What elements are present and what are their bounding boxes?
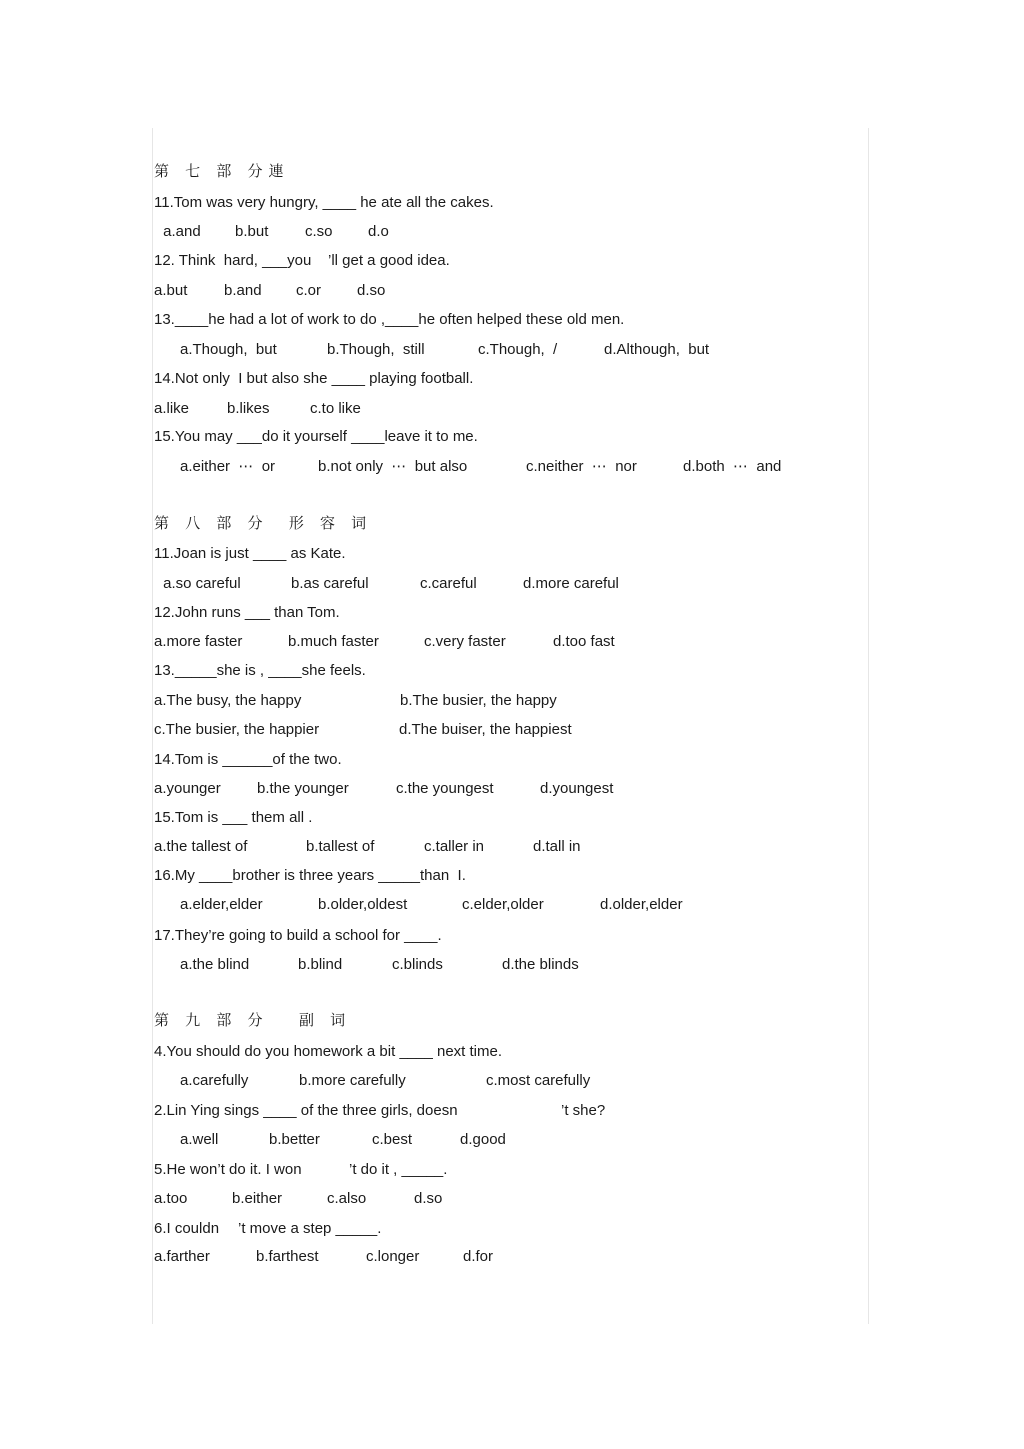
option: b.likes (227, 400, 270, 417)
option: c.best (372, 1131, 413, 1148)
option: c.to like (310, 400, 361, 417)
option: c.or (296, 282, 322, 299)
option: b.Though, still (327, 341, 425, 358)
option: c.very faster (424, 633, 506, 650)
option: b.as careful (291, 575, 369, 592)
option: b.farthest (256, 1248, 319, 1265)
section-heading: 第 九 部 分 副 词 (154, 1012, 352, 1029)
question-text: 16.My ____brother is three years _____than I. (154, 867, 466, 884)
option: a.either ⋯ or (180, 458, 276, 475)
question-text-tail: ’t move a step _____. (238, 1220, 382, 1237)
option: a.Though, but (180, 341, 277, 358)
option: b.not only ⋯ but also (318, 458, 468, 475)
question-text: 15.Tom is ___ them all . (154, 809, 313, 826)
question-text: 12.John runs ___ than Tom. (154, 604, 340, 621)
section-heading: 第 八 部 分 形 容 词 (154, 515, 373, 532)
question-text: 11.Tom was very hungry, ____ he ate all the cakes. (154, 194, 494, 211)
option: d.tall in (533, 838, 581, 855)
option: a.so careful (159, 575, 241, 592)
option: b.tallest of (306, 838, 375, 855)
option: c.so (305, 223, 333, 240)
option: c.Though, / (478, 341, 558, 358)
option: c.taller in (424, 838, 485, 855)
question-text: 14.Tom is ______of the two. (154, 751, 342, 768)
page-right-rule (868, 128, 869, 1324)
page-left-rule (152, 128, 153, 1324)
question-text: 5.He won’t do it. I won (154, 1161, 302, 1178)
option: d.the blinds (502, 956, 579, 973)
option: b.better (269, 1131, 320, 1148)
option: c.the youngest (396, 780, 494, 797)
option: a.carefully (180, 1072, 249, 1089)
option: a.more faster (154, 633, 243, 650)
option: b.much faster (288, 633, 379, 650)
question-text: 14.Not only I but also she ____ playing football. (154, 370, 474, 387)
question-text: 4.You should do you homework a bit ____ next time. (154, 1043, 503, 1060)
option: d.Although, but (604, 341, 710, 358)
option: d.good (460, 1131, 506, 1148)
question-text: 13.____he had a lot of work to do ,____he often helped these old men. (154, 311, 625, 328)
option: d.so (414, 1190, 443, 1207)
question-text: 11.Joan is just ____ as Kate. (154, 545, 346, 562)
option: c.also (327, 1190, 367, 1207)
option: c.neither ⋯ nor (526, 458, 637, 475)
option: a.too (154, 1190, 188, 1207)
option: b.but (235, 223, 269, 240)
option: a.like (154, 400, 190, 417)
option: b.and (224, 282, 262, 299)
option: c.blinds (392, 956, 443, 973)
option: d.too fast (553, 633, 615, 650)
question-text: 2.Lin Ying sings ____ of the three girls, doesn (154, 1102, 458, 1119)
question-text-tail: ’t do it , _____. (349, 1161, 448, 1178)
option: a.elder,elder (180, 896, 263, 913)
option: a.the blind (180, 956, 250, 973)
option: b.more carefully (299, 1072, 406, 1089)
option: c.The busier, the happier (154, 721, 320, 738)
question-text: 13._____she is , ____she feels. (154, 662, 366, 679)
option: c.most carefully (486, 1072, 591, 1089)
option: d.older,elder (600, 896, 683, 913)
option: a.the tallest of (154, 838, 248, 855)
option: d.more careful (523, 575, 619, 592)
option: b.the younger (257, 780, 349, 797)
option: a.The busy, the happy (154, 692, 302, 709)
option: c.elder,older (462, 896, 544, 913)
option: c.longer (366, 1248, 420, 1265)
question-text: 17.They’re going to build a school for ____. (154, 927, 442, 944)
option: d.The buiser, the happiest (399, 721, 572, 738)
option: c.careful (420, 575, 477, 592)
option: a.and (159, 223, 201, 240)
option: b.either (232, 1190, 283, 1207)
question-text-tail: ’t she? (561, 1102, 606, 1119)
option: d.o (368, 223, 389, 240)
option: d.youngest (540, 780, 614, 797)
question-text: 6.I couldn (154, 1220, 220, 1237)
option: b.The busier, the happy (400, 692, 557, 709)
option: a.but (154, 282, 188, 299)
option: b.blind (298, 956, 343, 973)
option: b.older,oldest (318, 896, 408, 913)
option: a.younger (154, 780, 221, 797)
option: a.farther (154, 1248, 210, 1265)
section-heading: 第 七 部 分連 (154, 163, 290, 180)
option: d.both ⋯ and (683, 458, 782, 475)
option: d.for (463, 1248, 494, 1265)
question-text: 12. Think hard, ___you ’ll get a good idea. (154, 252, 450, 269)
question-text: 15.You may ___do it yourself ____leave it to me. (154, 428, 478, 445)
option: d.so (357, 282, 386, 299)
option: a.well (180, 1131, 219, 1148)
